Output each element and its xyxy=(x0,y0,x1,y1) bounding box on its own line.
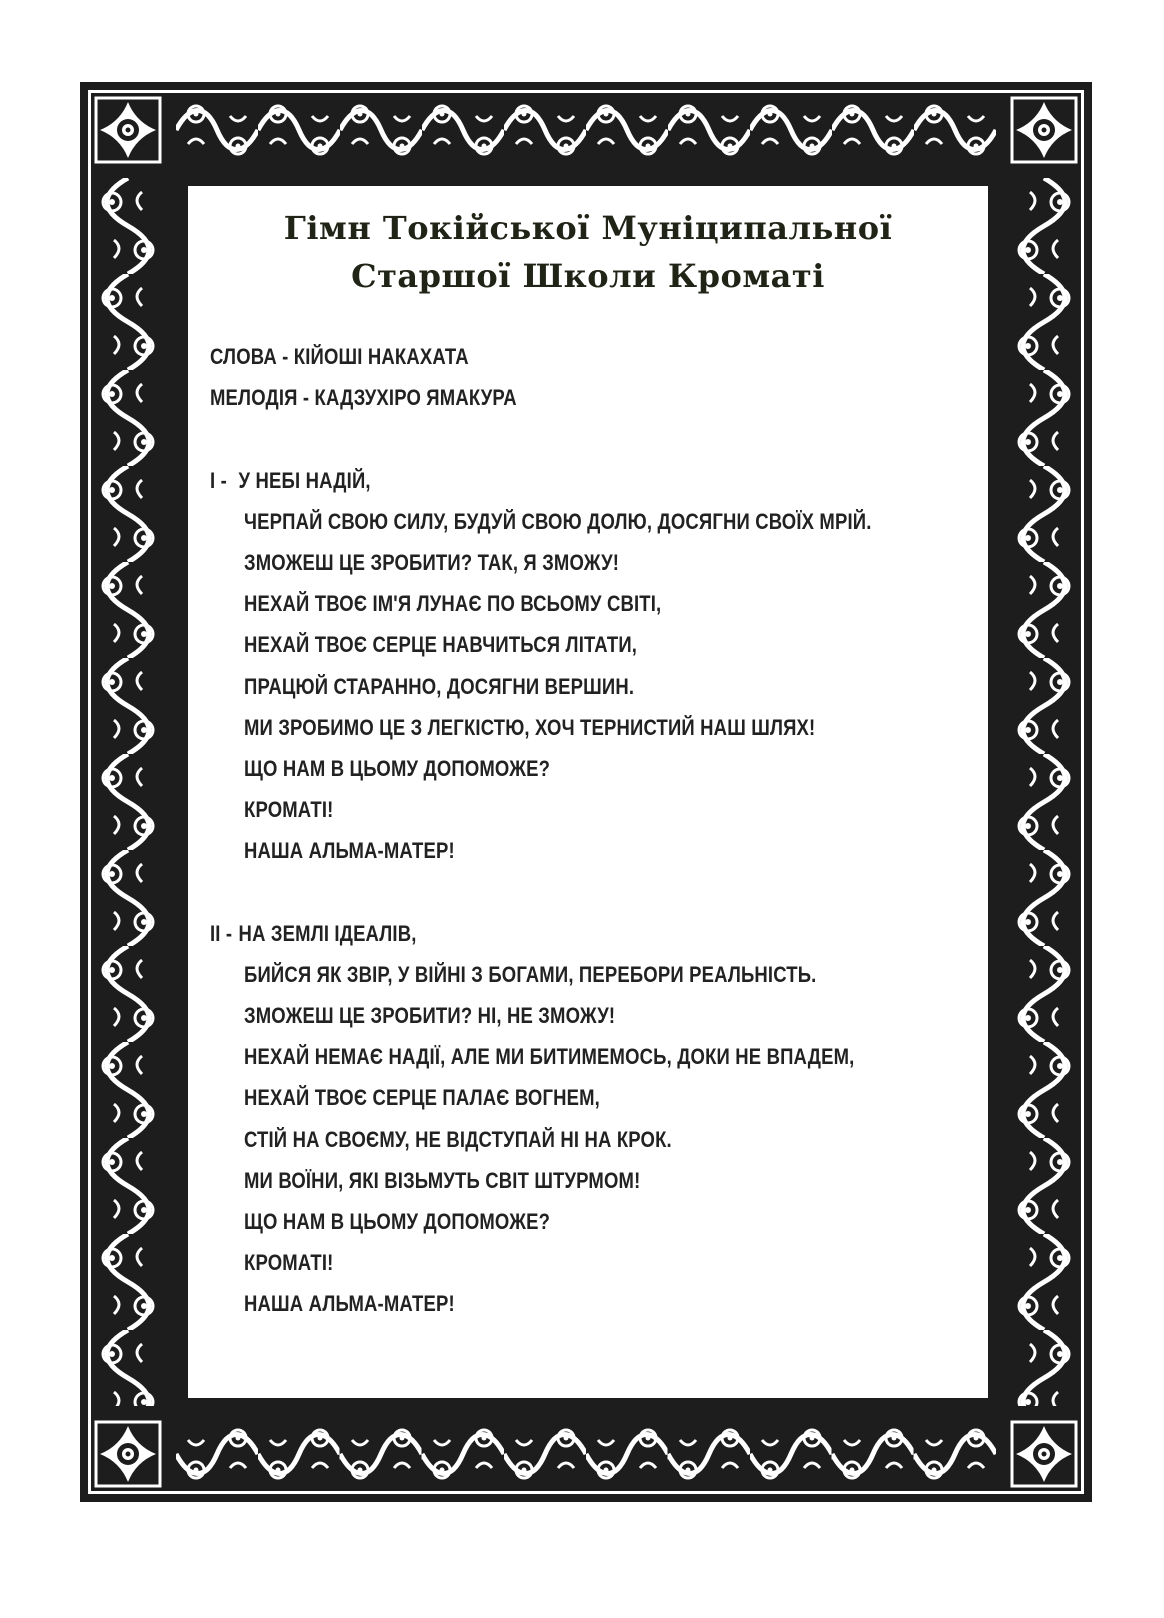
verse-line: НЕХАЙ ТВОЄ СЕРЦЕ НАВЧИТЬСЯ ЛІТАТИ, xyxy=(244,632,638,658)
verse-line: ЗМОЖЕШ ЦЕ ЗРОБИТИ? НІ, НЕ ЗМОЖУ! xyxy=(244,1003,616,1028)
verse-line: НАША АЛЬМА-МАТЕР! xyxy=(244,838,455,864)
verse-line: ЗМОЖЕШ ЦЕ ЗРОБИТИ? ТАК, Я ЗМОЖУ! xyxy=(244,549,620,575)
verse-line: ЩО НАМ В ЦЬОМУ ДОПОМОЖЕ? xyxy=(244,1208,551,1234)
verse-line: НЕХАЙ ТВОЄ СЕРЦЕ ПАЛАЄ ВОГНЕМ, xyxy=(244,1085,600,1111)
rosette-corner-icon xyxy=(1008,94,1080,166)
verse-line: ПРАЦЮЙ СТАРАННО, ДОСЯГНИ ВЕРШИН. xyxy=(244,673,635,699)
rosette-corner-icon xyxy=(1008,1418,1080,1490)
page-title xyxy=(188,204,988,300)
credit-melody: МЕЛОДІЯ - КАДЗУХІРО ЯМАКУРА xyxy=(210,385,517,411)
spacer xyxy=(210,871,980,912)
verse-number: I - xyxy=(210,467,227,493)
verse-line: КРОМАТІ! xyxy=(244,1250,334,1276)
verse-line: БИЙСЯ ЯК ЗВІР, У ВІЙНІ З БОГАМИ, ПЕРЕБОРИ РЕАЛЬНІСТЬ. xyxy=(244,961,817,987)
verse-line: КРОМАТІ! xyxy=(244,797,334,823)
spacer xyxy=(210,418,980,459)
lyrics-block xyxy=(210,336,980,1325)
verse-2-first-line xyxy=(210,913,857,954)
rosette-corner-icon xyxy=(92,94,164,166)
vine-ornament-right xyxy=(1008,178,1080,1406)
verse-line: НЕХАЙ ТВОЄ ІМ'Я ЛУНАЄ ПО ВСЬОМУ СВІТІ, xyxy=(244,591,662,617)
rosette-corner-icon xyxy=(92,1418,164,1490)
title-line-2: Старшої Школи Кроматі xyxy=(351,257,825,295)
verse-line: У НЕБІ НАДІЙ, xyxy=(238,467,371,493)
verse-line: ЧЕРПАЙ СВОЮ СИЛУ, БУДУЙ СВОЮ ДОЛЮ, ДОСЯГНИ СВОЇХ МРІЙ. xyxy=(244,508,872,534)
anthem-text-panel xyxy=(184,182,992,1402)
vine-ornament-bottom xyxy=(176,1418,996,1490)
verse-line: НЕХАЙ НЕМАЄ НАДІЇ, АЛЕ МИ БИТИМЕМОСЬ, ДОКИ НЕ ВПАДЕМ, xyxy=(244,1044,855,1070)
credit-words: СЛОВА - КІЙОШІ НАКАХАТА xyxy=(210,344,469,369)
verse-line: ЩО НАМ В ЦЬОМУ ДОПОМОЖЕ? xyxy=(244,755,551,781)
verse-line: СТІЙ НА СВОЄМУ, НЕ ВІДСТУПАЙ НІ НА КРОК. xyxy=(244,1126,672,1152)
title-line-1: Гімн Токійської Муніципальної xyxy=(283,209,893,247)
verse-number: II - xyxy=(210,920,233,946)
verse-line: МИ ВОЇНИ, ЯКІ ВІЗЬМУТЬ СВІТ ШТУРМОМ! xyxy=(244,1167,641,1193)
verse-line: НА ЗЕМЛІ ІДЕАЛІВ, xyxy=(238,920,417,946)
vine-ornament-left xyxy=(92,178,164,1406)
vine-ornament-top xyxy=(176,94,996,166)
verse-1-first-line xyxy=(210,460,857,501)
verse-line: МИ ЗРОБИМО ЦЕ З ЛЕГКІСТЮ, ХОЧ ТЕРНИСТИЙ НАШ ШЛЯХ! xyxy=(244,714,816,740)
verse-line: НАША АЛЬМА-МАТЕР! xyxy=(244,1291,455,1317)
